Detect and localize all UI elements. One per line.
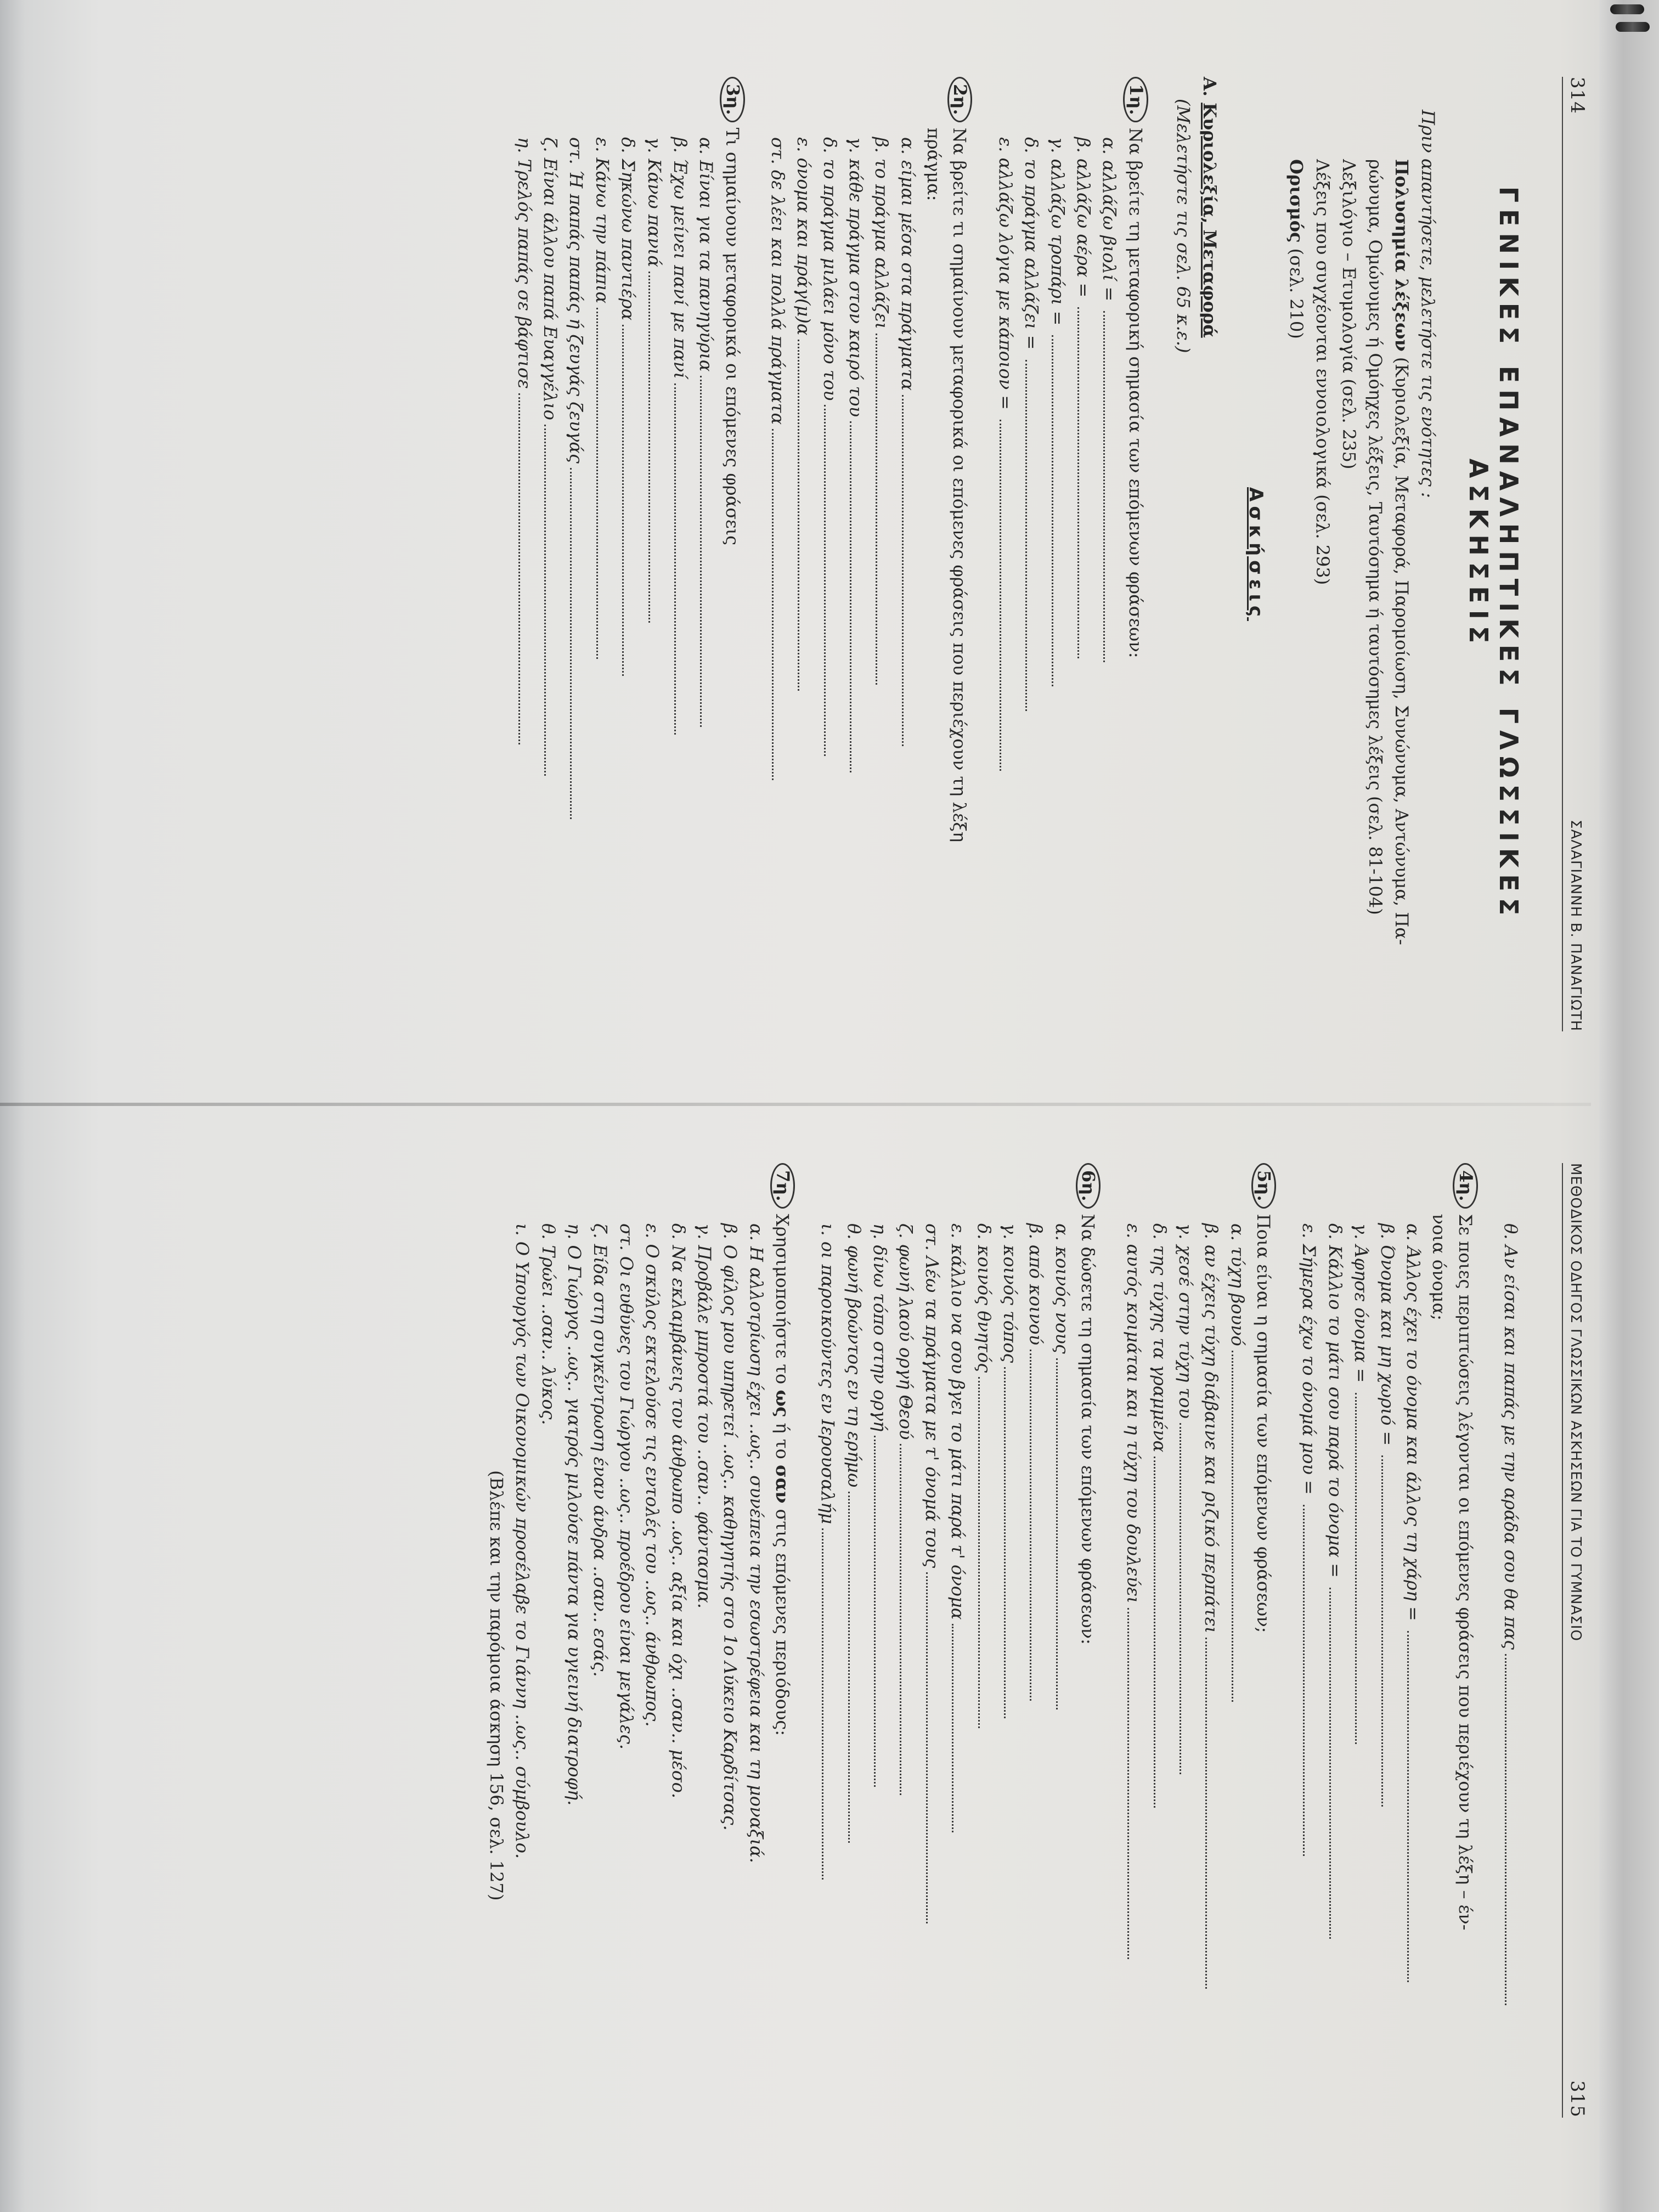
exercise-question: Να δώσετε τη σημασία των επόμενων φράσεων: [1077,1214,1098,1645]
exercise-item: β. από κοινού [1023,1163,1048,2118]
exercise-5 [1120,1163,1276,2118]
exercise-question: Σε ποιες περιπτώσεις λέγονται οι επόμενες φράσεις που περιέχουν τη λέξη – έν- νοια όνομα; [1429,1214,1476,1931]
exercise-item: β. Ο φίλος μου υπηρετεί ..ως.. καθηγητής στο 1ο Λύκειο Καρδίτσας. [720,1223,741,1831]
exercise-item: θ. Αν είσαι και παπάς με την αράδα σου θα πας [1498,1163,1523,2118]
answer-blank [570,468,588,819]
exercise-number-badge: 1η. [1123,77,1148,122]
answer-blank [1355,1393,1373,1744]
exercise-question: Να βρείτε τι σημαίνουν μεταφορικά οι επόμενες φράσεις που περιέχουν τη λέξη πράγμα: [923,127,970,843]
exercise-7 [483,1163,795,2118]
exercise-item: β. Έχω μείνει πανί με πανί [667,77,693,1031]
exercise-number-badge: 3η. [720,77,744,122]
exercise-item: ι. Ο Υπουργός των Οικονομικών προσέλαβε το Γιάννη ..ως.. σύμβουλο. [512,1223,533,1859]
exercise-item: α. Η αλλοτρίωση έχει ..ως.. συνέπεια την εσωστρέφεια και τη μοναξιά. [746,1223,767,1864]
exercise-item: δ. Κάλλιο το μάτι σου παρά το όνομα = [1322,1163,1347,2118]
exercise-question: Να βρείτε τη μεταφορική σημασία των επόμενων φράσεων: [1125,127,1146,658]
answer-blank [1329,1588,1347,1939]
answer-blank [850,421,867,772]
exercise-item: δ. κοινός θνητός [970,1163,996,2118]
exercise-item: β. αλλάζω αέρα = [1070,77,1096,1031]
answer-blank [824,405,842,756]
exercise-item: στ. Ή παπάς παπάς ή ζευγάς ζευγάς [563,77,589,1031]
exercise-item: στ. Οι ευθύνες του Γιώργου ..ως.. προέδρου είναι μεγάλες. [616,1223,637,1750]
answer-blank [648,272,666,623]
answer-blank [1127,1608,1145,1959]
exercise-number-badge: 2η. [947,77,972,122]
answer-blank [1030,1350,1047,1701]
exercise-item: η. δίνω τόπο στην οργή [867,1163,893,2118]
answer-blank [874,1436,891,1787]
answer-blank [1004,1367,1022,1718]
running-head-text: ΜΕΘΟΔΙΚΟΣ ΟΔΗΓΟΣ ΓΛΩΣΣΙΚΩΝ ΑΣΚΗΣΕΩΝ ΓΙΑ ΤΟ ΓΥΜΝΑΣΙΟ [1567,1163,1584,1641]
exercise-item: δ. Να εκλαμβάνεις τον άνθρωπο ..ως.. αξία και όχι ..σαν.. μέσο. [668,1223,689,1799]
answer-blank [1381,1455,1399,1807]
right-page [41,1119,1610,2162]
answer-blank [1505,1654,1522,2005]
exercise-item: η. Ο Γιώργος ..ως.. γιατρός μιλούσε πάντα για υγιεινή διατροφή. [564,1223,585,1806]
exercise-2 [765,77,973,1031]
answer-blank [1205,1638,1223,1989]
exercise-item: ε. αλλάζω λόγια με κάποιον = [992,77,1018,1031]
answer-blank [1180,1423,1197,1774]
answer-blank [1303,1505,1321,1856]
exercise-item: γ. χεσέ στην τύχη του [1172,1163,1198,2118]
exercise-item: στ. δε λέει και πολλά πράγματα [765,77,791,1031]
answer-blank [1407,1631,1425,1982]
section-a-heading: Α. Κυριολεξία, Μεταφορά (Μελετήστε τις σελ. 65 κ.ε.) [1172,77,1220,353]
exercise-item: β. Όνομα και μη χωριό = [1374,1163,1400,2118]
answer-blank [1056,1358,1074,1709]
exercise-item: θ. Τρώει ..σαν.. λύκος. [538,1223,559,1425]
exercise-item: δ. της τύχης τα γραμμένα [1146,1163,1172,2118]
answer-blank [1077,307,1095,658]
exercise-item: ε. Ο σκύλος εκτελούσε τις εντολές του ..ως.. άνθρωπος. [642,1223,663,1727]
answer-blank [1103,311,1121,662]
answer-blank [1000,420,1017,771]
exercise-question: Χρησιμοποιήστε το ως ή το σαν στις επόμενες περιόδους: [772,1214,793,1736]
exercise-item: ζ. φωνή λαού οργή Θεού [893,1163,918,2118]
answer-blank [900,1444,917,1795]
exercise-item: α. Είναι για τα πανηγύρια [693,77,719,1031]
answer-blank [902,395,919,746]
exercise-item: α. τύχη βουνό [1224,1163,1250,2118]
exercise-item: γ. Άφησε όνομα = [1348,1163,1374,2118]
answer-blank [848,1492,866,1843]
exercise-6 [815,1163,1101,2118]
answer-blank [952,1624,969,1832]
page-number: 315 [1566,2080,1588,2118]
page-fold [0,1103,1591,1106]
exercise-number-badge: 5η. [1251,1163,1276,1209]
exercise-item: γ. κοινός τόπος [997,1163,1023,2118]
left-page [41,33,1610,1075]
exercise-item: α. είμαι μέσα στα πράγματα [894,77,920,1031]
answer-blank [544,425,562,776]
exercise-item: ι. οι παροικούντες εν Ιερουσαλήμ [815,1163,840,2118]
exercise-question: Τι σημαίνουν μεταφορικά οι επόμενες φράσεις [721,127,743,546]
exercise-item: α. Άλλος έχει το όνομα και άλλος τη χάρη = [1400,1163,1426,2118]
binding-coil [1610,4,1644,14]
answer-blank [674,383,692,735]
answer-blank [876,334,893,685]
answer-blank [700,376,718,727]
exercise-item: γ. αλλάζω τροπάρι = [1044,77,1070,1031]
page-number: 314 [1566,77,1588,114]
exercise-item: η. Τρελός παπάς σε βάφτισε [511,77,537,1031]
answer-blank [1154,1457,1171,1808]
exercise-item: β. αν έχεις τύχη διάβαινε και ριζικό περπάτει [1198,1163,1224,2118]
answer-blank [978,1377,996,1728]
exercise-item: ε. αυτός κοιμάται και η τύχη του δουλεύει [1120,1163,1146,2118]
exercise-item: δ. το πράγμα αλλάζει = [1018,77,1044,1031]
exercise-item: στ. Λέω τα πράγματα με τ' όνομά τους [918,1163,944,2118]
exercise-item: α. κοινός νους [1048,1163,1074,2118]
exercise-3 [511,77,744,1031]
exercise-item: ε. κάλλιο να σου βγει το μάτι παρά τ' όνομα [945,1163,970,2118]
exercise-1 [992,77,1148,1031]
exercise-item: θ. φωνή βοώντος εν τη ερήμω [840,1163,866,2118]
exercise-item: γ. Προβάλε μπροστά του ..σαν.. φάντασμα. [693,1223,715,1609]
running-header [1562,1163,1588,2118]
answer-blank [926,1572,944,1923]
exercise-number-badge: 7η. [770,1163,795,1209]
exercise-item: ε. όνομα και πράγ(μ)α [791,77,816,1031]
exercise-item: ε. Κάνω την πάπια [589,77,614,1031]
answer-blank [1052,335,1069,686]
answer-blank [1025,360,1043,711]
exercise-item: ε. Σήμερα έχω το όνομά μου = [1296,1163,1322,2118]
exercise-item: α. αλλάζω βιολί = [1096,77,1122,1031]
exercise-item: δ. Σηκώνω παντιέρα [615,77,641,1031]
exercise-item: β. το πράγμα αλλάζει [868,77,894,1031]
answer-blank [772,429,789,780]
exercise-number-badge: 4η. [1453,1163,1477,1209]
intro-block: Πριν απαντήσετε, μελετήστε τις ενότητες : Πολυσημία λέξεων (Κυριολεξία, Μεταφορά, Παρομοίωση, Συνώνυμα, Αντώνυμα, Πα- ρώνυμα, Ομώνυμες ή Ομόηχες λέξεις, Ταυτόσημα ή ταυτόσημες λέξεις (σελ. 81-104) Λεξιλόγιο – Ετυμολογία (σελ. 235) Λέξεις που συγχέονται εννοιολογικά (σελ. 293) Ορισμός (σελ. 210) [1285,110,1438,945]
chapter-title: ΓΕΝΙΚΕΣ ΕΠΑΝΑΛΗΠΤΙΚΕΣ ΓΛΩΣΣΙΚΕΣ ΑΣΚΗΣΕΙΣ [1463,186,1523,922]
exercise-item: ζ. Είναι άλλου παπά Ευαγγέλιο [537,77,563,1031]
exercise-item: γ. κάθε πράγμα στον καιρό του [843,77,868,1031]
running-head-text: ΣΑΛΑΓΙΑΝΝΗ Β. ΠΑΝΑΓΙΩΤΗ [1567,820,1584,1031]
section-title: Ασκήσεις [1244,487,1267,621]
exercise-question: Ποια είναι η σημασία των επόμενων φράσεων; [1253,1214,1274,1633]
exercise-number-badge: 6η. [1076,1163,1101,1209]
answer-blank [596,308,614,659]
answer-blank [798,340,815,691]
answer-blank [822,1528,839,1880]
exercise-item: ζ. Είδα στη συγκέντρωση έναν άνδρα ..σαν.. εσάς. [590,1223,611,1677]
exercise-3-continued [1498,1163,1523,2118]
binding-coil [1616,22,1650,32]
answer-blank [518,393,536,744]
answer-blank [622,325,640,676]
exercise-4 [1296,1163,1478,2118]
running-header [1562,77,1588,1031]
cross-reference: (Βλέπε και την παρόμοια άσκηση 156, σελ. 127) [486,1470,507,1901]
exercise-item: γ. Κάνω πανιά [641,77,667,1031]
exercise-item: δ. το πράγμα μιλάει μόνο του [816,77,842,1031]
answer-blank [1232,1351,1249,1702]
